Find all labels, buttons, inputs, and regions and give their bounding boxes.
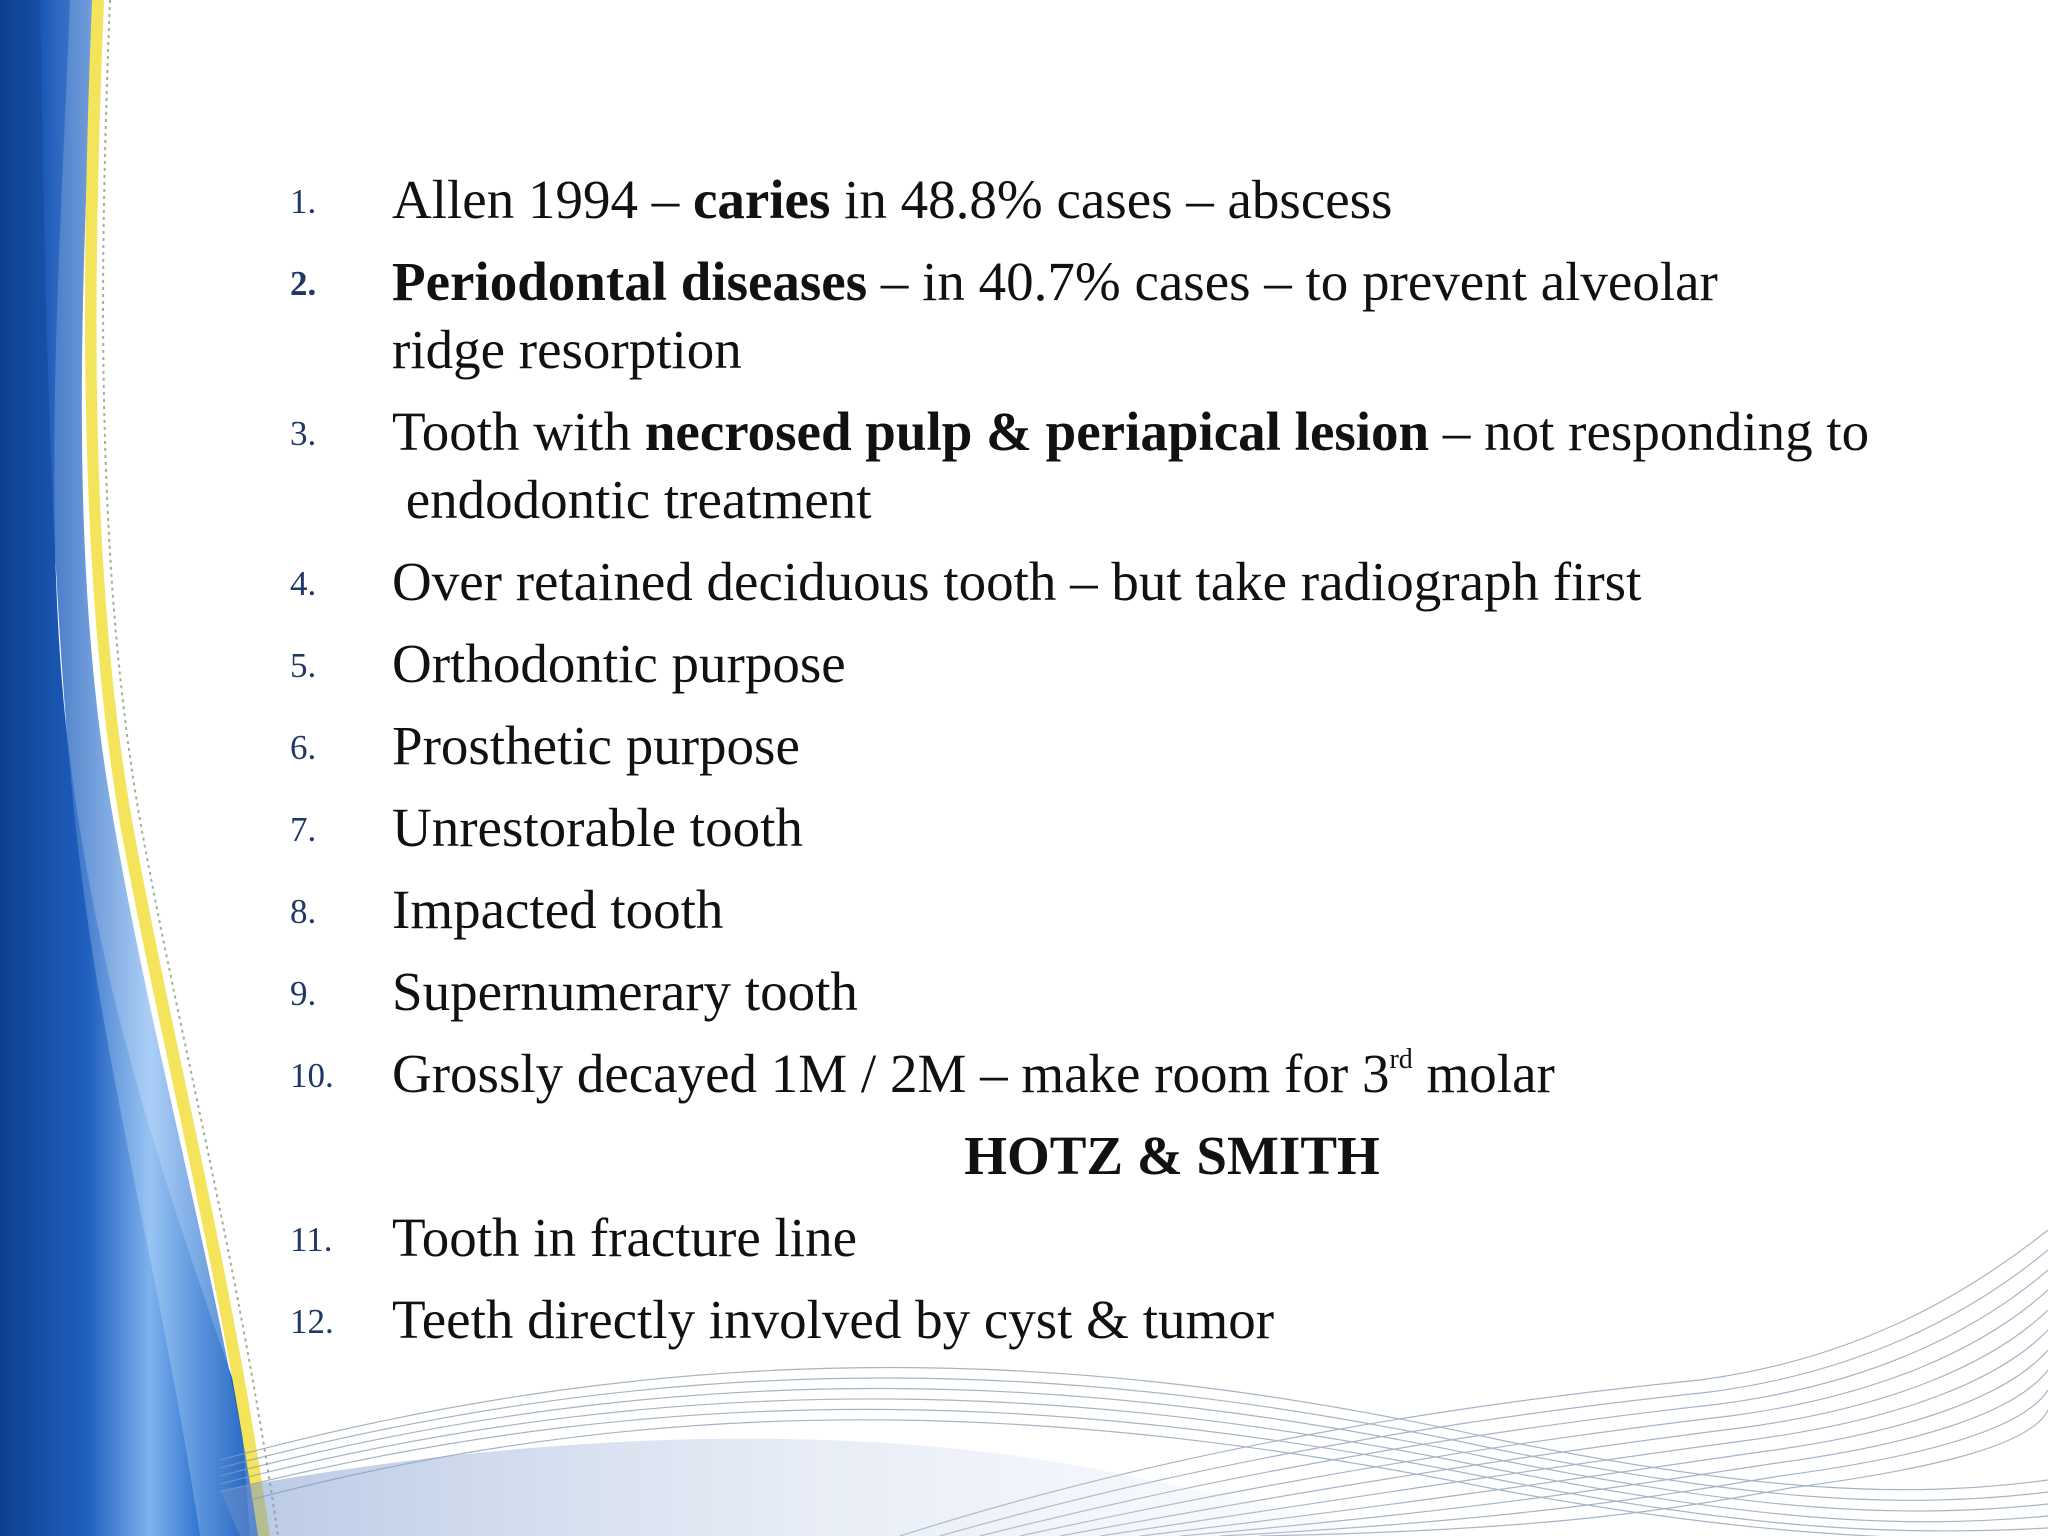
section-subheading: HOTZ & SMITH (964, 1125, 1380, 1186)
item-text: Tooth with necrosed pulp & periapical lesion – not responding to endodontic treatment (392, 401, 1870, 530)
item-number: 4. (290, 564, 317, 603)
item-number: 9. (290, 974, 317, 1013)
item-number: 11. (290, 1220, 333, 1259)
item-number: 3. (290, 414, 317, 453)
item-number: 10. (290, 1056, 334, 1095)
item-number: 12. (290, 1302, 334, 1341)
item-number: 1. (290, 182, 317, 221)
item-number: 2. (290, 264, 317, 303)
item-text: Prosthetic purpose (392, 715, 800, 776)
item-text: Impacted tooth (392, 879, 724, 940)
item-text: Unrestorable tooth (392, 797, 803, 858)
item-text: Tooth in fracture line (392, 1207, 858, 1268)
item-number: 8. (290, 892, 317, 931)
item-text: Allen 1994 – caries in 48.8% cases – abscess (392, 169, 1393, 230)
item-text: Grossly decayed 1M / 2M – make room for 3rd molar (392, 1043, 1555, 1104)
item-number: 7. (290, 810, 317, 849)
item-text: Supernumerary tooth (392, 961, 858, 1022)
item-text: Orthodontic purpose (392, 633, 846, 694)
item-text: Over retained deciduous tooth – but take radiograph first (392, 551, 1642, 612)
item-text: Teeth directly involved by cyst & tumor (392, 1289, 1275, 1350)
item-number: 6. (290, 728, 317, 767)
item-number: 5. (290, 646, 317, 685)
item-text: Periodontal diseases – in 40.7% cases – to prevent alveolar ridge resorption (392, 251, 1718, 380)
